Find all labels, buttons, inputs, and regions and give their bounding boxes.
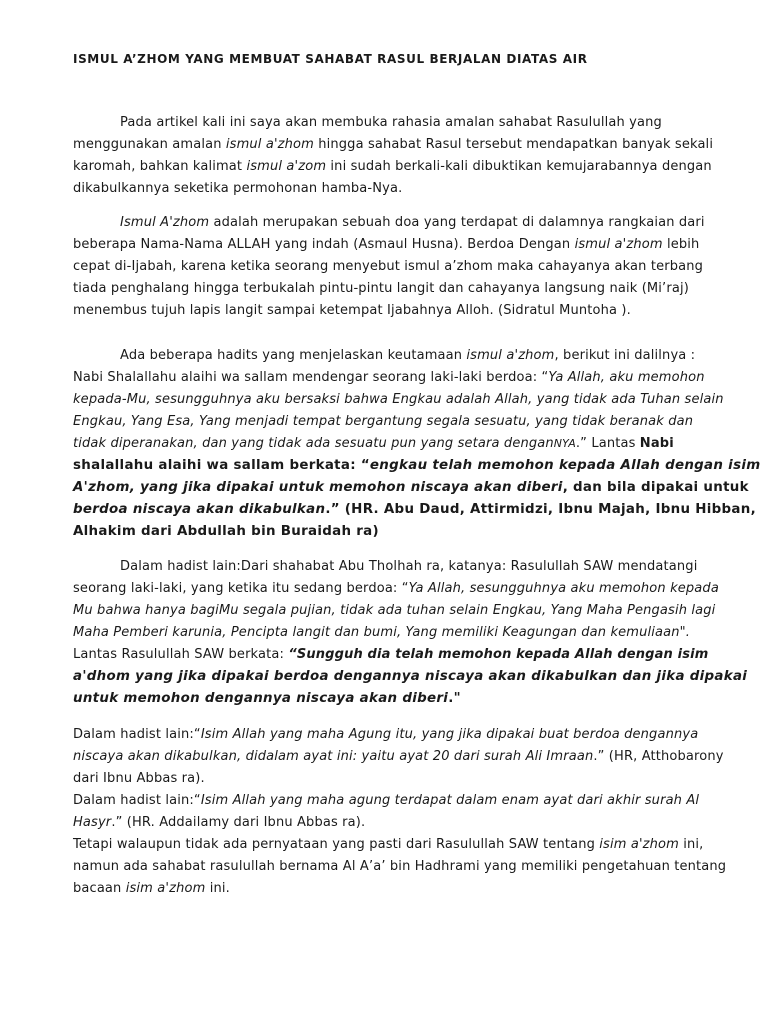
text-line: [73, 499, 756, 521]
italic-quote: kepada-Mu, sesungguhnya aku bersaksi bahwa Engkau adalah Allah, yang tidak ada Tuhan selain: [73, 392, 724, 407]
text-line: [73, 688, 713, 710]
bold-italic-quote: berdoa niscaya akan dikabulkan: [73, 502, 326, 517]
text-line: [73, 878, 713, 900]
paragraph-hadith-1: [73, 345, 761, 543]
text-line: [73, 234, 713, 256]
italic-quote: Maha Pemberi karunia, Pencipta langit dan bumi, Yang memiliki Keagungan dan kemuliaan".: [73, 625, 691, 640]
bold-italic-quote: a'dhom yang jika dipakai berdoa dengannya niscaya akan dikabulkan dan jika dipakai: [73, 669, 748, 684]
text-span: ini.: [205, 881, 230, 896]
bold-text: .” (HR. Abu Daud, Attirmidzi, Ibnu Majah, Ibnu Hibban,: [325, 502, 756, 517]
text-span: ini,: [678, 837, 704, 852]
italic-term: Ismul A'zhom: [120, 215, 210, 230]
text-span: karomah, bahkan kalimat: [73, 159, 247, 174]
page-title: ISMUL A’ZHOM YANG MEMBUAT SAHABAT RASUL BERJALAN DIATAS AIR: [73, 52, 588, 66]
text-line: dikabulkannya seketika permohonan hamba-Nya.: [73, 181, 403, 196]
text-line: [73, 746, 724, 768]
text-line: [73, 212, 713, 234]
text-line: [73, 389, 724, 411]
text-line: [73, 600, 716, 622]
text-span: hingga sahabat Rasul tersebut mendapatkan banyak sekali: [313, 137, 714, 152]
italic-quote: Ya Allah, aku memohon: [548, 370, 705, 385]
bold-italic-quote: “Sungguh dia telah memohon kepada Allah dengan isim: [288, 647, 709, 662]
text-span: .” (HR, Atthobarony: [593, 749, 724, 764]
text-line: [73, 367, 713, 389]
italic-quote: tidak diperanakan, dan yang tidak ada sesuatu pun yang setara dengan: [73, 436, 554, 451]
text-span: lebih: [662, 237, 700, 252]
text-line: [73, 578, 719, 600]
text-line: [73, 134, 713, 156]
bold-italic-quote: untuk memohon dengannya niscaya akan diberi: [73, 691, 449, 706]
paragraph-hadith-2: [73, 556, 748, 710]
bold-italic-quote: A'zhom, yang jika dipakai untuk memohon niscaya akan diberi: [73, 480, 563, 495]
text-line: Pada artikel kali ini saya akan membuka rahasia amalan sahabat Rasulullah yang: [120, 115, 662, 130]
text-span: Dalam hadist lain:“: [73, 727, 201, 742]
text-span: menggunakan amalan: [73, 137, 226, 152]
text-line: [73, 433, 713, 455]
text-line: tiada penghalang hingga terbukalah pintu-pintu langit dan cahayanya langsung naik (Mi’raj): [73, 281, 689, 296]
text-line: dari Ibnu Abbas ra).: [73, 771, 205, 786]
paragraph-hadith-3: [73, 724, 727, 900]
italic-quote: Mu bahwa hanya bagiMu segala pujian, tidak ada tuhan selain Engkau, Yang Maha Pengasih lagi: [73, 603, 716, 618]
text-line: [73, 156, 713, 178]
text-span: Nabi Shalallahu alaihi wa sallam mendengar seorang laki-laki berdoa: “: [73, 370, 549, 385]
text-span: , berikut ini dalilnya :: [554, 348, 696, 363]
text-span: ini sudah berkali-kali dibuktikan kemujarabannya dengan: [326, 159, 712, 174]
text-span: bacaan: [73, 881, 126, 896]
paragraph-intro: [73, 112, 713, 200]
text-line: Alhakim dari Abdullah bin Buraidah ra): [73, 524, 379, 539]
italic-term: ismul a'zhom: [225, 137, 314, 152]
italic-quote: Isim Allah yang maha agung terdapat dalam enam ayat dari akhir surah Al: [200, 793, 700, 808]
italic-quote: Hasyr: [73, 815, 112, 830]
text-span: .” Lantas: [575, 436, 640, 451]
text-line: [73, 455, 761, 477]
italic-quote: niscaya akan dikabulkan, didalam ayat ini: yaitu ayat 20 dari surah Ali Imraan: [73, 749, 594, 764]
text-span: Tetapi walaupun tidak ada pernyataan yang pasti dari Rasulullah SAW tentang: [73, 837, 600, 852]
italic-term: isim a'zhom: [125, 881, 206, 896]
text-line: [73, 411, 713, 433]
italic-quote: Isim Allah yang maha Agung itu, yang jika dipakai buat berdoa dengannya: [200, 727, 699, 742]
text-line: Dalam hadist lain:Dari shahabat Abu Tholhah ra, katanya: Rasulullah SAW mendatangi: [120, 559, 698, 574]
text-line: [73, 666, 748, 688]
italic-term: ismul a'zom: [246, 159, 327, 174]
bold-text: shalallahu alaihi wa sallam berkata: “: [73, 458, 370, 473]
text-line: namun ada sahabat rasulullah bernama Al A’a’ bin Hadhrami yang memiliki pengetahuan tentang: [73, 859, 727, 874]
text-line: cepat di-Ijabah, karena ketika seorang menyebut ismul a’zhom maka cahayanya akan terbang: [73, 259, 704, 274]
italic-quote: NYA: [553, 437, 576, 450]
text-line: menembus tujuh lapis langit sampai ketempat Ijabahnya Alloh. (Sidratul Muntoha ).: [73, 303, 631, 318]
italic-quote: Engkau, Yang Esa, Yang menjadi tempat bergantung segala sesuatu, yang tidak beranak dan: [73, 414, 694, 429]
text-line: [73, 834, 713, 856]
text-span: adalah merupakan sebuah doa yang terdapat di dalamnya rangkaian dari: [209, 215, 705, 230]
bold-text: .": [448, 691, 461, 706]
text-line: [73, 724, 713, 746]
text-span: Dalam hadist lain:“: [73, 793, 201, 808]
text-span: Ada beberapa hadits yang menjelaskan keutamaan: [120, 348, 467, 363]
text-span: Lantas Rasulullah SAW berkata:: [73, 647, 289, 662]
italic-term: ismul a'zhom: [574, 237, 663, 252]
text-span: seorang laki-laki, yang ketika itu sedang berdoa: “: [73, 581, 409, 596]
paragraph-definition: [73, 212, 713, 322]
text-line: [73, 790, 713, 812]
italic-term: isim a'zhom: [599, 837, 679, 852]
text-line: [73, 477, 749, 499]
italic-term: ismul a'zhom: [466, 348, 555, 363]
text-line: [73, 812, 713, 834]
italic-quote: Ya Allah, sesungguhnya aku memohon kepada: [408, 581, 719, 596]
bold-text: Nabi: [639, 436, 674, 451]
text-span: .” (HR. Addailamy dari Ibnu Abbas ra).: [111, 815, 366, 830]
text-line: [73, 622, 713, 644]
text-line: [73, 644, 713, 666]
bold-italic-quote: engkau telah memohon kepada Allah dengan isim: [369, 458, 761, 473]
bold-text: , dan bila dipakai untuk: [562, 480, 749, 495]
text-span: beberapa Nama-Nama ALLAH yang indah (Asmaul Husna). Berdoa Dengan: [73, 237, 575, 252]
text-line: [73, 345, 713, 367]
